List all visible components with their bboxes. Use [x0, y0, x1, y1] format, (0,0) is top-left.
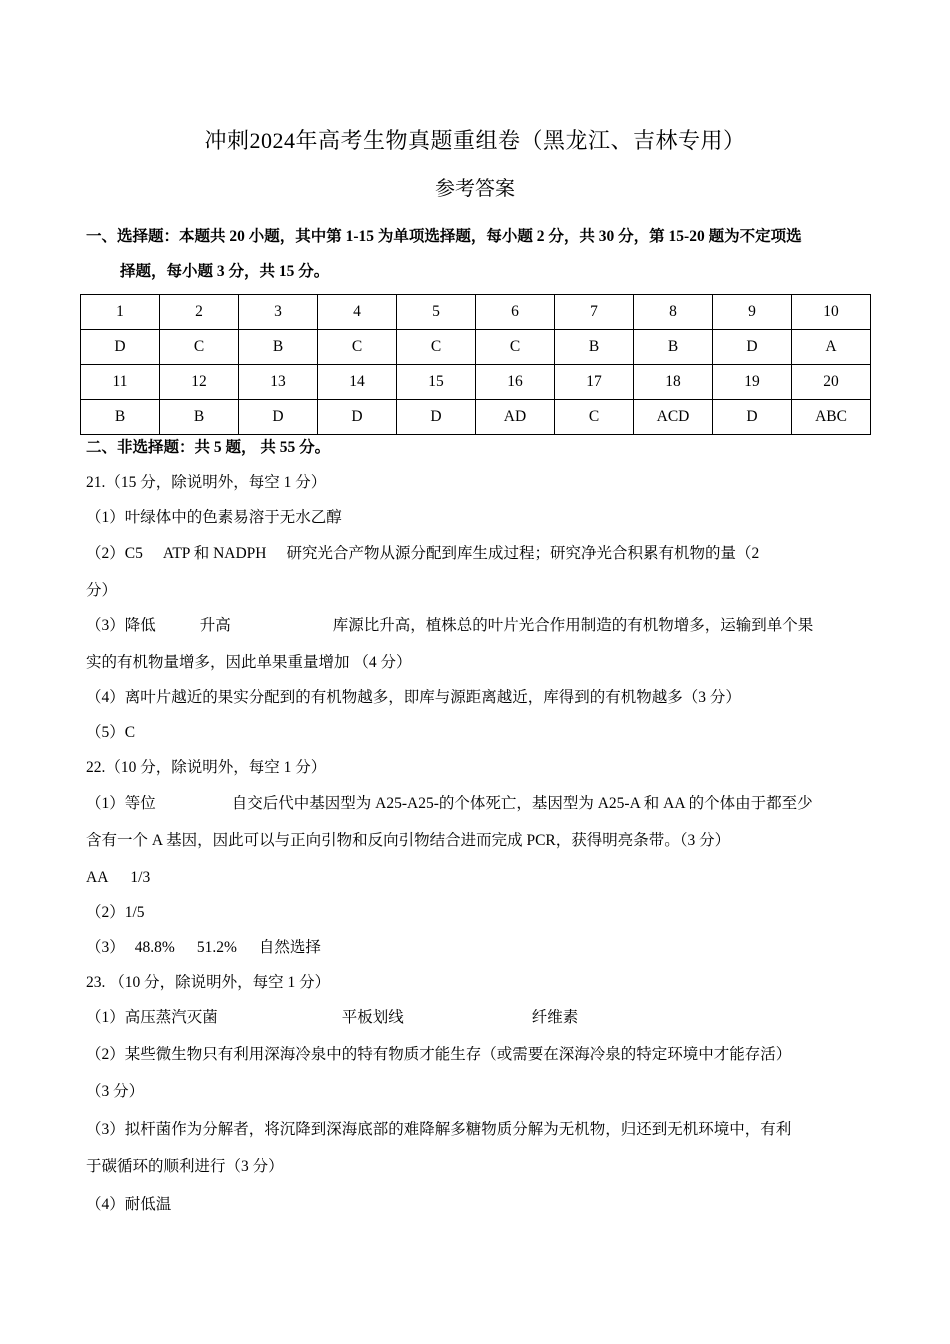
table-cell: D [318, 400, 397, 435]
table-row [81, 330, 871, 365]
table-cell: 1 [81, 295, 160, 330]
answer-segment: 研究光合产物从源分配到库生成过程；研究净光合积累有机物的量（2 [286, 545, 760, 562]
table-cell: B [160, 400, 239, 435]
q23-answer-2: （2）某些微生物只有利用深海冷泉中的特有物质才能生存（或需要在深海冷泉的特定环境中才能存活） [86, 1046, 792, 1063]
table-cell: D [397, 400, 476, 435]
answer-table [80, 294, 871, 435]
answer-segment: 升高 [199, 617, 231, 634]
q22-answer-2: （2）1/5 [86, 904, 145, 921]
table-cell: D [713, 400, 792, 435]
answer-segment: 48.8% [134, 939, 175, 956]
table-cell: 10 [792, 295, 871, 330]
answer-segment: （1）等位 [86, 795, 156, 812]
answer-segment: 库源比升高，植株总的叶片光合作用制造的有机物增多，运输到单个果 [332, 617, 814, 634]
table-cell: D [239, 400, 318, 435]
table-cell: C [397, 330, 476, 365]
q23-answer-2-cont: （3 分） [86, 1083, 145, 1100]
answer-segment: 51.2% [196, 939, 237, 956]
section1-heading-cont: 择题，每小题 3 分，共 15 分。 [120, 263, 330, 280]
section2-heading: 二、非选择题：共 5 题， 共 55 分。 [86, 439, 331, 456]
table-cell: 15 [397, 365, 476, 400]
table-cell: 13 [239, 365, 318, 400]
table-cell: 16 [476, 365, 555, 400]
answer-segment: 自交后代中基因型为 A25-A25-的个体死亡，基因型为 A25-A 和 AA 的个体由于都至少 [231, 795, 813, 812]
answer-segment: 纤维素 [531, 1009, 579, 1026]
table-cell: 19 [713, 365, 792, 400]
table-row [81, 365, 871, 400]
answer-segment: 自然选择 [258, 939, 321, 956]
table-cell: B [634, 330, 713, 365]
q21-heading: 21.（15 分，除说明外，每空 1 分） [86, 474, 327, 491]
table-cell: C [318, 330, 397, 365]
table-row [81, 400, 871, 435]
table-cell: C [160, 330, 239, 365]
table-cell: B [81, 400, 160, 435]
q21-answer-3-cont: 实的有机物量增多，因此单果重量增加 （4 分） [86, 654, 412, 671]
section1-heading: 一、选择题：本题共 20 小题，其中第 1-15 为单项选择题，每小题 2 分，共 30 分，第 15-20 题为不定项选 [86, 228, 802, 245]
answer-segment: （3）降低 [86, 617, 156, 634]
answer-segment: 平板划线 [341, 1009, 404, 1026]
page-subtitle: 参考答案 [435, 178, 515, 200]
page-title: 冲刺2024年高考生物真题重组卷（黑龙江、吉林专用） [204, 128, 746, 153]
table-cell: ACD [634, 400, 713, 435]
q22-answer-3 [86, 937, 321, 959]
table-cell: 17 [555, 365, 634, 400]
table-cell: 9 [713, 295, 792, 330]
answer-segment: （2）C5 [86, 545, 143, 562]
q21-answer-2 [86, 543, 759, 565]
table-cell: 5 [397, 295, 476, 330]
table-cell: A [792, 330, 871, 365]
q22-answer-1-extra [86, 867, 150, 889]
table-cell: 6 [476, 295, 555, 330]
table-cell: 4 [318, 295, 397, 330]
q21-answer-3 [86, 615, 813, 637]
q23-answer-1 [86, 1007, 578, 1029]
q23-answer-3: （3）拟杆菌作为分解者，将沉降到深海底部的难降解多糖物质分解为无机物，归还到无机环境中，有利 [86, 1121, 792, 1138]
q23-answer-4: （4）耐低温 [86, 1196, 172, 1213]
q23-heading: 23. （10 分，除说明外，每空 1 分） [86, 974, 331, 991]
q21-answer-4: （4）离叶片越近的果实分配到的有机物越多，即库与源距离越近，库得到的有机物越多（3 分） [86, 689, 741, 706]
table-cell: 7 [555, 295, 634, 330]
table-row [81, 295, 871, 330]
answer-segment: （1）高压蒸汽灭菌 [86, 1009, 218, 1026]
q22-answer-1-cont: 含有一个 A 基因，因此可以与正向引物和反向引物结合进而完成 PCR，获得明亮条带。（3 分） [86, 832, 731, 849]
table-cell: D [81, 330, 160, 365]
table-cell: 8 [634, 295, 713, 330]
q23-answer-3-cont: 于碳循环的顺利进行（3 分） [86, 1158, 284, 1175]
answer-segment: AA [86, 869, 109, 886]
table-cell: B [239, 330, 318, 365]
table-cell: C [555, 400, 634, 435]
table-cell: AD [476, 400, 555, 435]
table-cell: B [555, 330, 634, 365]
answer-segment: 1/3 [130, 869, 151, 886]
q21-answer-5: （5）C [86, 724, 136, 741]
table-cell: 3 [239, 295, 318, 330]
table-cell: D [713, 330, 792, 365]
q22-heading: 22.（10 分，除说明外，每空 1 分） [86, 759, 327, 776]
table-cell: 12 [160, 365, 239, 400]
q21-answer-1: （1）叶绿体中的色素易溶于无水乙醇 [86, 509, 342, 526]
table-cell: ABC [792, 400, 871, 435]
table-cell: C [476, 330, 555, 365]
table-cell: 11 [81, 365, 160, 400]
answer-segment: （3） [86, 939, 125, 956]
q22-answer-1 [86, 793, 813, 815]
q21-answer-2-cont: 分） [86, 582, 118, 599]
table-cell: 14 [318, 365, 397, 400]
answer-segment: ATP 和 NADPH [162, 545, 267, 562]
table-cell: 2 [160, 295, 239, 330]
table-cell: 18 [634, 365, 713, 400]
table-cell: 20 [792, 365, 871, 400]
